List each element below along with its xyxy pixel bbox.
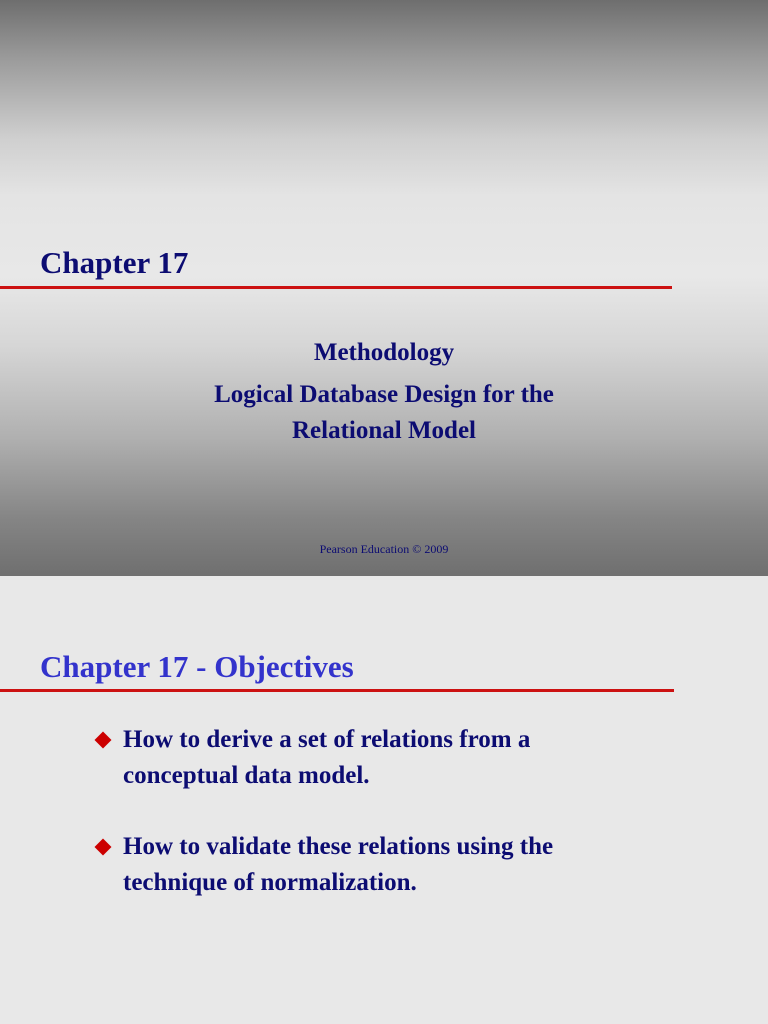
diamond-icon (95, 732, 112, 749)
objective-line: How to validate these relations using the (123, 833, 554, 860)
title-divider (0, 689, 674, 692)
slide-subtitle (0, 334, 768, 448)
objective-line: conceptual data model. (123, 762, 370, 789)
title-divider (0, 286, 672, 289)
slide-footer: Pearson Education © 2009 (319, 542, 449, 556)
subtitle-line: Methodology (313, 339, 455, 366)
subtitle-line: Logical Database Design for the (214, 381, 554, 408)
subtitle-line: Relational Model (291, 417, 476, 444)
slide-objectives (0, 576, 768, 1024)
diamond-icon (95, 839, 112, 856)
objective-line: technique of normalization. (123, 869, 417, 896)
objective-line: How to derive a set of relations from a (123, 726, 531, 753)
slide-objectives-heading: Chapter 17 - Objectives (40, 649, 354, 684)
slide-title-heading: Chapter 17 (40, 245, 189, 280)
objective-bullet (96, 722, 696, 794)
objective-bullet (96, 829, 696, 901)
